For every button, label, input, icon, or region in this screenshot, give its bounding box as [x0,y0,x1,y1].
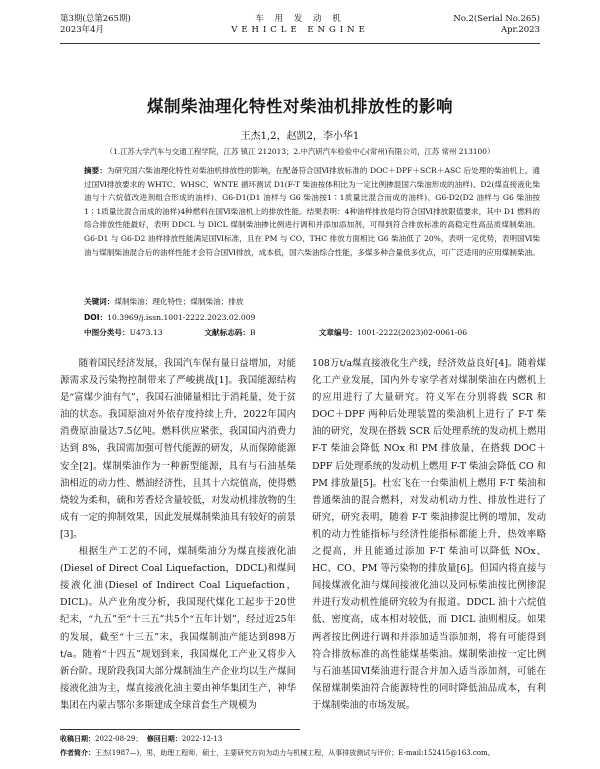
journal-name-en: VEHICLE ENGINE [231,25,369,35]
issue-date: 2023年4月 [60,25,105,35]
doi-label: DOI： [84,313,108,322]
body-paragraph: 108万t/a煤直接液化生产线，经济效益良好[4]。随着煤化工产业发展，国内外专家学者对煤制柴油在内燃机上的应用进行了大量研究。符义军在分别将载 SCR 和 DOC＋DPF 两种后处理装置的柴油机上进行了 F-T 柴油的研究，发现在搭载 SCR 后处理系统的发动机上燃用 F-T 柴油会降低 NOx 和 PM 排放量，在搭载 DOC＋DPF 后处理系统的发动机上燃用 F-T 柴油会降低 CO 和 PM 排放量[5]。杜宏飞在一台柴油机上燃用 F-T 柴油和普通柴油的混合燃料，对发动机动力性、排放性进行了研究，研究表明，随着 F-T 柴油掺混比例的增加，发动机的动力性能指标与经济性能指标都能上升，热效率略之提高，并且能通过添加 F-T 柴油可以降低 NOx、HC、CO、PM 等污染物的排放量[6]。但国内将直接与间接煤液化油与煤间接液化油以及同标柴油按比例掺混并进行发动机性能研究较为有报道。DDCL 油十六烷值低、密度高，成本相对较低，而 DICL 油则相反。如果两者按比例进行调和并添加适当添加剂，将有可能得到符合排放标准的高性能煤基柴油。煤制柴油按一定比例与石油基国Ⅵ柴油进行混合并加入适当添加剂，可能在保留煤制柴油符合能源特性的同时降低油品成本，有利于煤制柴油的市场发展。 [312,358,547,711]
body-column-left [60,355,296,714]
author-list: 王杰1,2，赵凯2，李小华1 [240,131,360,142]
footnote-divider [60,729,300,730]
article-no-value: 1001-2222(2023)02-0061-06 [356,328,468,337]
received-label: 收稿日期： [60,735,95,743]
keywords-value: 煤制柴油；理化特性；煤制柴油；排放 [114,297,244,306]
header-divider [60,43,540,44]
doi [84,312,540,323]
paper-title: 煤制柴油理化特性对柴油机排放性的影响 [147,97,453,116]
clc-value: U473.13 [129,328,163,337]
doc-code-label: 文献标志码： [204,328,250,337]
footnote-dates: 收稿日期：2022-08-29； 修回日期：2022-12-13 [60,735,223,743]
received-date: 2022-08-29 [95,735,136,743]
affiliation: （1.江苏大学汽车与交通工程学院，江苏 镇江 212013；2.中汽研汽车检验中心(常州)有限公司，江苏 常州 213100） [105,147,495,156]
journal-name-cn: 车 用 发 动 机 [255,14,345,24]
issue-number: 第3期(总第265期) [60,14,131,24]
author-bio-label: 作者简介： [60,749,95,757]
running-header [60,14,540,40]
doc-code-value: B [249,328,256,337]
author-bio: 王杰(1987—)，男，助理工程师，硕士，主要研究方向为动力与机械工程，从事排放测试与评价；E-mail:152415@163.com。 [95,749,495,757]
footnote-author [60,748,560,758]
body-paragraph: 随着国民经济发展，我国汽车保有量日益增加，对能源需求及污染物控制带来了严峻挑战[1]。我国能源结构是“富煤少油有气”，我国石油储量相比于消耗量，处于贫油的状态。我国原油对外依存度持续上升，2022年国内消费原油量达7.5亿吨。燃料供应紧张，我国国内消费力达到 8%，我国需加强可替代能源的研发，从而保障能源安全[2]。煤制柴油作为一种新型能源，具有与石油基柴油相近的动力性、燃油经济性，且其十六烷值高，使得燃烧较为柔和，硫和芳香烃含量较低，对发动机排放物的生成有一定的抑制效果，因此发展煤制柴油具有较好的前景[3]。 [60,358,296,540]
doi-value: 10.3969/j.issn.1001-2222.2023.02.009 [107,313,256,322]
revised-label: 修回日期： [146,735,182,743]
serial-date: Apr.2023 [500,25,540,35]
serial-number: No.2(Serial No.265) [453,14,540,24]
abstract [84,164,540,259]
keywords [84,296,540,307]
revised-date: 2022-12-13 [181,735,223,743]
article-no-label: 文章编号： [318,328,357,337]
classification-line [84,327,540,338]
header-right [453,14,540,36]
keywords-label: 关键词： [84,297,115,306]
clc-label: 中图分类号： [84,328,130,337]
body-paragraph: 根据生产工艺的不同，煤制柴油分为煤直接液化油(Diesel of Direct Coal Liquefaction，DDCL)和煤间接液化油(Diesel of Indirect Coal Liquefaction，DICL)。从产业角度分析，我国现代煤化工起步于20世纪末，“九五”至“十三五”共5个“五年计划”，经过近25年的发展，截至“十三五”末，我国煤制油产能达到898万t/a。随着“十四五”规划到来，我国煤化工产业又将步入新台阶。现阶段我国大部分煤制油生产企业均以生产煤间接液化油为主，煤直接液化油主要由神华集团生产，神华集团在内蒙古鄂尔多斯建成全球首套生产规模为 [60,546,296,711]
abstract-label: 摘要： [84,166,107,175]
abstract-text: 为研究国六柴油理化特性对柴油机排放性的影响，在配备符合国Ⅵ排放标准的 DOC＋DPF＋SCR＋ASC 后处理的柴油机上，通过国Ⅵ排放要求的 WHTC、WHSC、WNTE 循环测试 D1(F-T 柴油按体积比为一定比例掺混国六柴油形成的油样)、D2(煤直接液化柴油与十六烷值改进剂组合形成的油样)、G6-D1(D1 油样与 G6 柴油按1∶1质量比混合而成的油样)、G6-D2(D2 油样与 G6 柴油按1∶1质量比混合而成的油样)4种燃料在国Ⅵ柴油机上的排放性能。结果表明：4种油样排放是均符合国Ⅵ排放限值要求，其中 D1 燃料的综合排放性能最好，表明 DDCL 与 DICL 煤制柴油掺比例进行调和并添加添加剂，可得到符合排放标准的高稳定性高品质煤制柴油。G6-D1 与 G6-D2 油样排放性能满足国Ⅵ标准，且在 PM 与 CO、THC 排放方面相比 G6 柴油低了 20%，表明一定优势，表明国Ⅵ柴油与煤制柴油混合后的油样性能才会符合国Ⅵ排放，成本低，国六柴油综合性能，多煤多种合量低多优点，可广泛适用的应用煤制柴油。 [84,166,540,257]
body-column-right [312,355,546,714]
